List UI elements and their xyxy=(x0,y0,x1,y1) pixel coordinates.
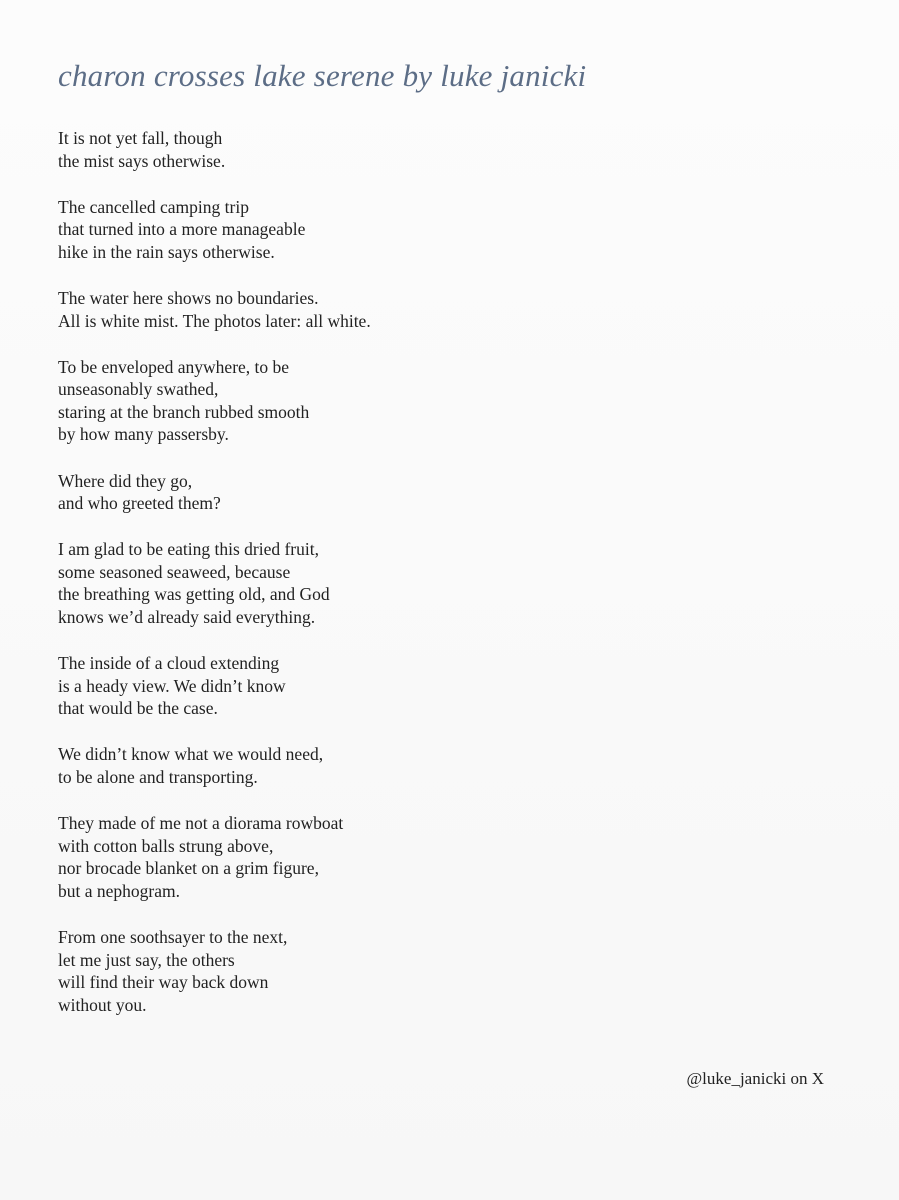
poem-line: that turned into a more manageable xyxy=(58,219,306,240)
poem-line: with cotton balls strung above, xyxy=(58,835,274,856)
poem-body xyxy=(58,127,818,1040)
poem-line: staring at the branch rubbed smooth xyxy=(58,401,310,422)
poem-line: nor brocade blanket on a grim figure, xyxy=(58,858,319,879)
stanza-5 xyxy=(58,470,818,515)
poem-line: It is not yet fall, though xyxy=(58,128,223,148)
poem-line: From one soothsayer to the next, xyxy=(58,926,288,947)
stanza-2 xyxy=(58,196,818,264)
poem-line: to be alone and transporting. xyxy=(58,766,258,787)
poem-line: I am glad to be eating this dried fruit, xyxy=(58,539,319,560)
poem-line: the breathing was getting old, and God xyxy=(58,584,330,605)
poem-title: charon crosses lake serene by luke janicki xyxy=(58,58,587,93)
poem-line: knows we’d already said everything. xyxy=(58,607,316,627)
poem-line: The water here shows no boundaries. xyxy=(58,287,319,308)
stanza-8 xyxy=(58,743,818,788)
poem-line: hike in the rain says otherwise. xyxy=(58,241,275,262)
stanza-1 xyxy=(58,127,818,172)
stanza-6 xyxy=(58,538,818,628)
poem-line: and who greeted them? xyxy=(58,493,221,514)
poem-line: let me just say, the others xyxy=(58,949,235,970)
poem-line: They made of me not a diorama rowboat xyxy=(58,813,344,834)
poem-line: some seasoned seaweed, because xyxy=(58,561,291,582)
poem-line: unseasonably swathed, xyxy=(58,379,219,400)
stanza-4 xyxy=(58,356,818,446)
poem-line: The cancelled camping trip xyxy=(58,196,249,217)
stanza-9 xyxy=(58,812,818,902)
poem-line: Where did they go, xyxy=(58,470,193,491)
poem-line: The inside of a cloud extending xyxy=(58,653,280,674)
poem-line: To be enveloped anywhere, to be xyxy=(58,356,290,377)
poem-line: the mist says otherwise. xyxy=(58,150,226,171)
author-handle: @luke_janicki on X xyxy=(686,1069,824,1088)
poem-line: is a heady view. We didn’t know xyxy=(58,675,286,696)
poem-line: will find their way back down xyxy=(58,972,269,993)
poem-line: without you. xyxy=(58,994,147,1015)
stanza-10 xyxy=(58,926,818,1016)
poem-line: but a nephogram. xyxy=(58,880,180,901)
poem-line: All is white mist. The photos later: all white. xyxy=(58,310,371,331)
stanza-3 xyxy=(58,287,818,332)
stanza-7 xyxy=(58,652,818,720)
poem-line: We didn’t know what we would need, xyxy=(58,744,324,765)
poem-line: that would be the case. xyxy=(58,698,218,719)
poem-line: by how many passersby. xyxy=(58,424,229,445)
